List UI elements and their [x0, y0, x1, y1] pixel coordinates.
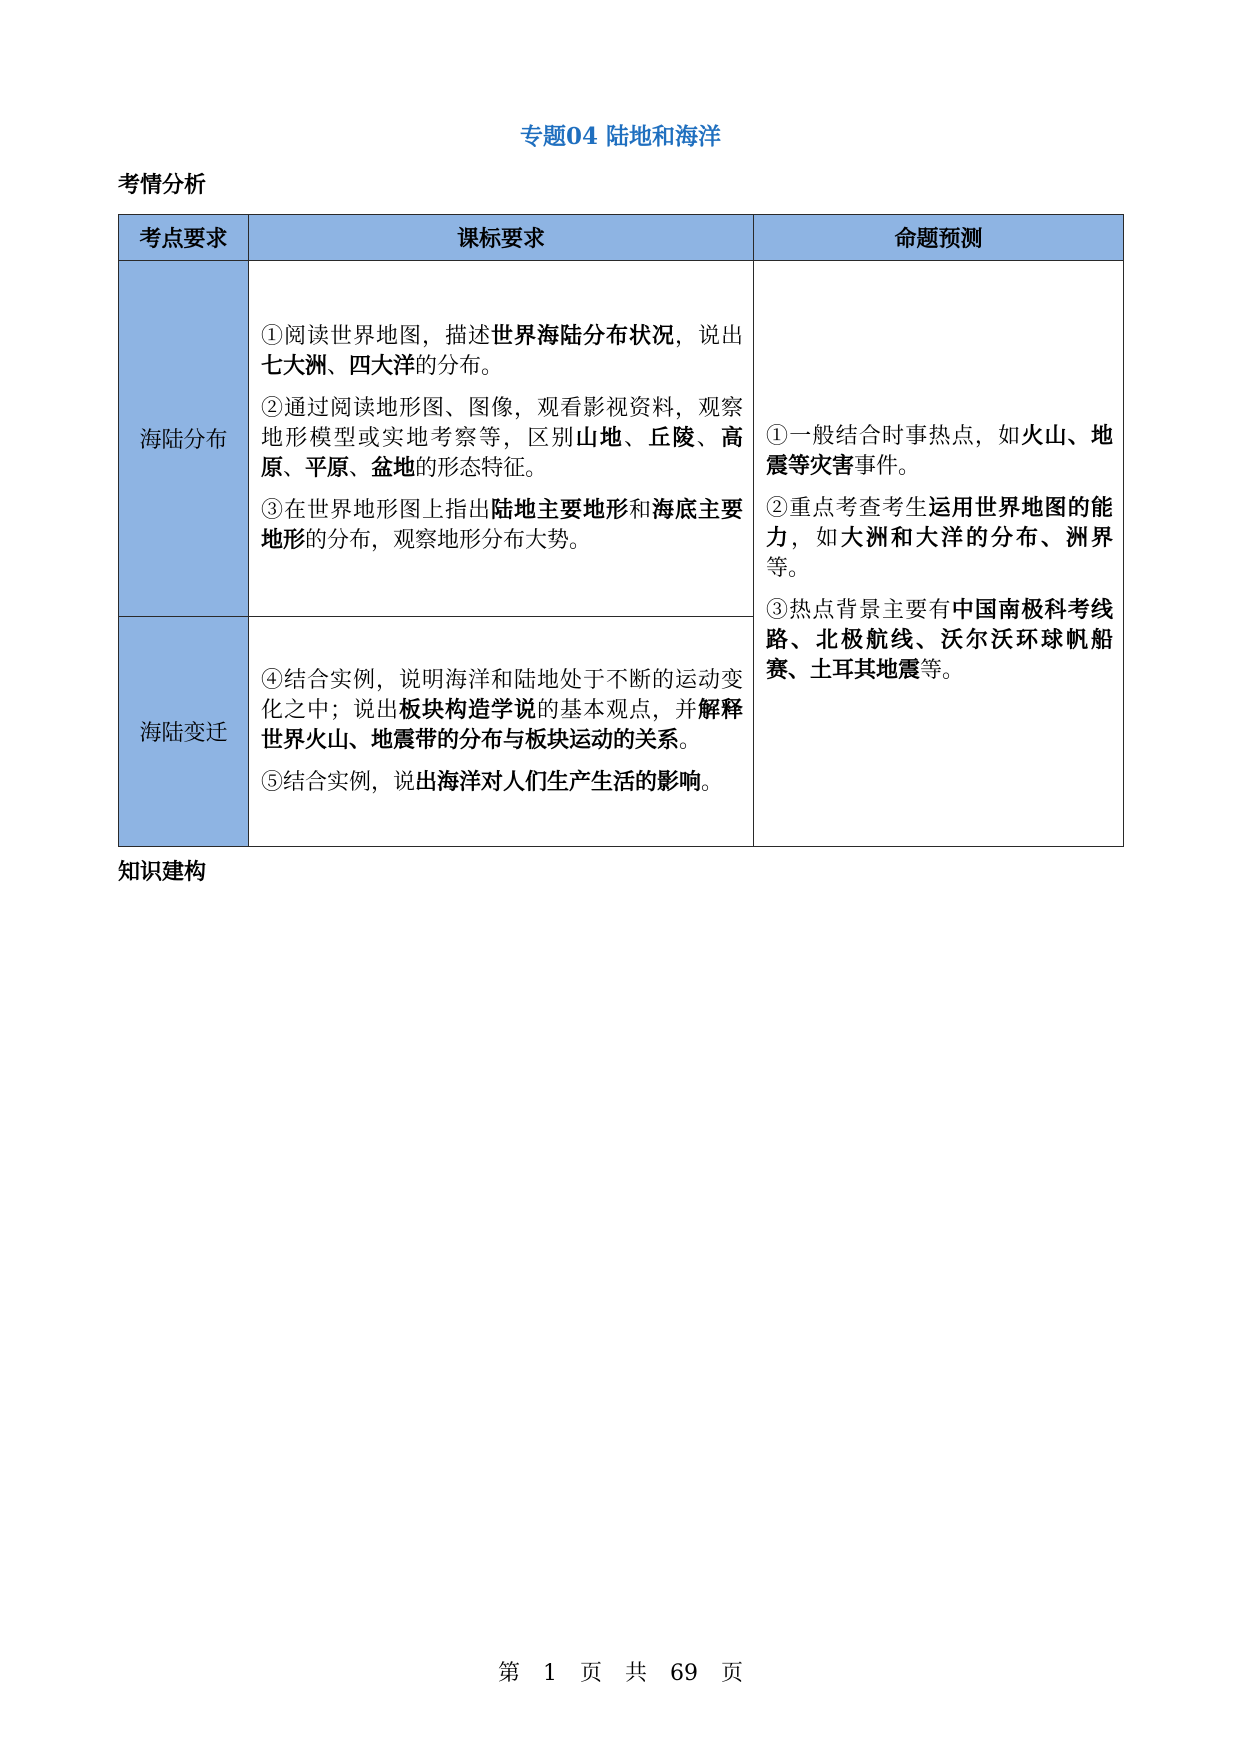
key-term: 山地	[575, 425, 625, 451]
text-segment: ②重点考查考生	[766, 495, 929, 521]
text-segment: 。	[701, 769, 724, 795]
prediction-item	[766, 494, 1113, 584]
text-segment: 和	[628, 497, 652, 523]
key-term: 陆地主要地形	[490, 497, 629, 523]
text-segment: ⑤结合实例，说	[261, 769, 416, 795]
requirement-item	[261, 322, 743, 382]
key-term: 火山、地震等灾害	[766, 423, 1113, 479]
text-segment: 的分布，观察地形分布大势。	[305, 527, 592, 553]
text-segment: 等。	[766, 555, 811, 581]
text-segment: 等。	[920, 657, 965, 683]
prediction-cell	[754, 261, 1124, 847]
requirement-item	[261, 768, 743, 798]
total-pages: 69	[670, 1661, 699, 1686]
key-term: 高原	[261, 425, 743, 481]
text-segment: 、	[349, 455, 372, 481]
table-header-row	[119, 215, 1124, 261]
footer-text: 页	[721, 1661, 744, 1686]
prediction-item	[766, 596, 1113, 686]
key-term: 运用世界地图的能力	[766, 495, 1113, 551]
requirement-item	[261, 394, 743, 484]
text-segment: ①一般结合时事热点，如	[766, 423, 1022, 449]
exam-analysis-table	[118, 214, 1124, 847]
footer-text: 页	[579, 1661, 602, 1686]
text-segment: ，说出	[674, 323, 743, 349]
footer-text: 共	[625, 1661, 648, 1686]
key-term: 丘陵	[648, 425, 697, 451]
text-segment: ②通过阅读地形图、图像，观看影视资料，观察地形模型或实地考察等，区别	[261, 395, 743, 451]
page-footer	[0, 1656, 1241, 1687]
section-heading-analysis: 考情分析	[118, 172, 207, 198]
text-segment: 。	[679, 727, 702, 753]
text-segment: 的分布。	[415, 353, 504, 379]
key-term: 世界海陆分布状况	[490, 323, 675, 349]
text-segment: 的形态特征。	[415, 455, 548, 481]
table-row	[119, 261, 1124, 617]
header-exam-point: 考点要求	[119, 215, 249, 261]
key-term: 解释世界火山、地震带的分布与板块运动的关系	[261, 697, 743, 753]
key-term: 四大洋	[349, 353, 416, 379]
page-title: 专题04 陆地和海洋	[519, 123, 721, 150]
text-segment: ③在世界地形图上指出	[261, 497, 491, 523]
key-term: 海底主要地形	[261, 497, 743, 553]
footer-text: 第	[497, 1661, 520, 1686]
category-cell: 海陆分布	[119, 261, 249, 617]
text-segment: 的基本观点，并	[536, 697, 698, 723]
category-cell: 海陆变迁	[119, 617, 249, 847]
current-page-number: 1	[542, 1661, 557, 1686]
text-segment: 、	[696, 425, 721, 451]
text-segment: ③热点背景主要有	[766, 597, 952, 623]
key-term: 出海洋对人们生产生活的影响	[415, 769, 702, 795]
key-term: 七大洲	[261, 353, 328, 379]
text-segment: 、	[327, 353, 350, 379]
text-segment: ④结合实例，说明海洋和陆地处于不断的运动变化之中；说出	[261, 667, 743, 723]
key-term: 平原	[305, 455, 350, 481]
header-prediction: 命题预测	[754, 215, 1124, 261]
requirement-cell	[249, 261, 754, 617]
key-term: 板块构造学说	[398, 697, 537, 723]
requirement-cell	[249, 617, 754, 847]
text-segment: 、	[283, 455, 306, 481]
key-term: 中国南极科考线路、北极航线、沃尔沃环球帆船赛、土耳其地震	[766, 597, 1113, 683]
requirement-item	[261, 496, 743, 556]
text-segment: ①阅读世界地图，描述	[261, 323, 491, 349]
prediction-item	[766, 422, 1113, 482]
section-heading-knowledge: 知识建构	[118, 859, 207, 885]
header-curriculum-requirement: 课标要求	[249, 215, 754, 261]
text-segment: ，如	[791, 525, 841, 551]
text-segment: 、	[624, 425, 649, 451]
key-term: 盆地	[371, 455, 416, 481]
text-segment: 事件。	[854, 453, 921, 479]
requirement-item	[261, 666, 743, 756]
key-term: 大洲和大洋的分布、洲界	[841, 525, 1113, 551]
